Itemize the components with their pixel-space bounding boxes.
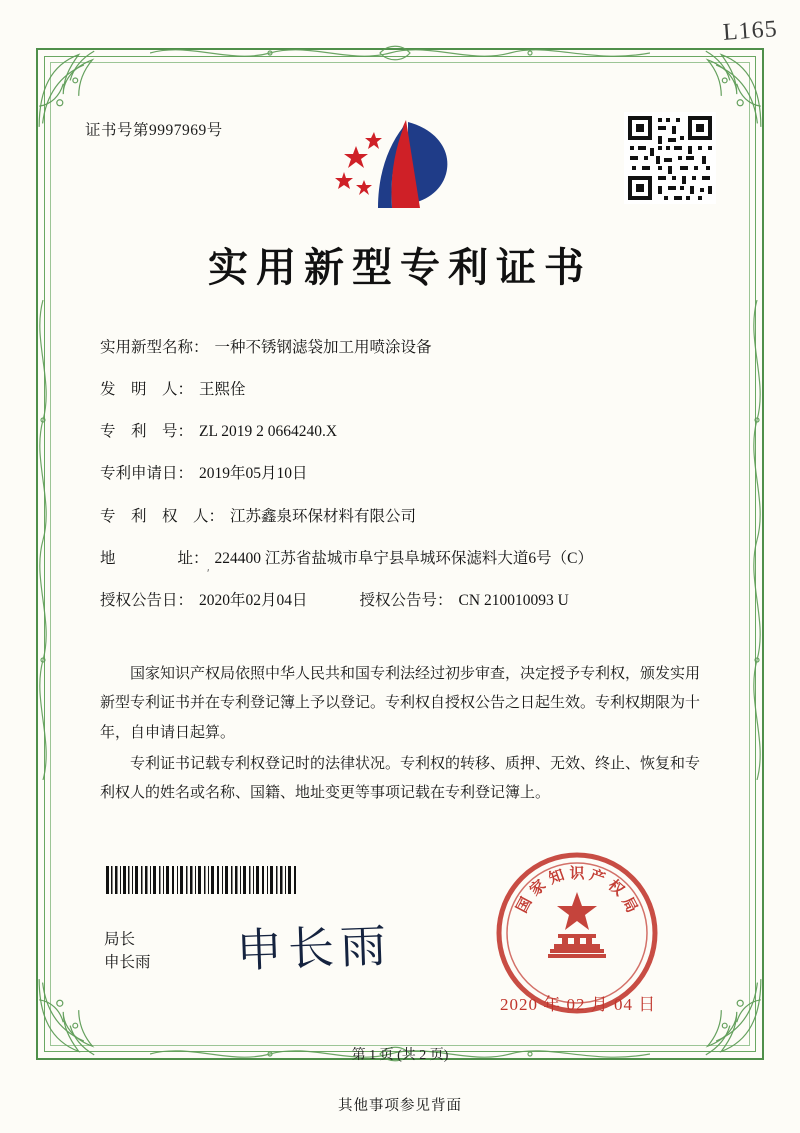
barcode-icon <box>104 866 300 894</box>
field-label: 地 址： <box>100 549 209 567</box>
field-application-date <box>100 464 700 484</box>
legal-paragraph: 国家知识产权局依照中华人民共和国专利法经过初步审查，决定授予专利权，颁发实用新型专利证书并在专利登记簿上予以登记。专利权自授权公告之日起生效。专利权期限为十年，自申请日起算。 <box>100 666 701 741</box>
director-name: 申长雨 <box>104 954 151 972</box>
field-patentee <box>100 507 700 527</box>
field-label: 发 明 人： <box>100 381 194 399</box>
field-label: 专利申请日： <box>100 465 194 483</box>
cnipa-logo-icon <box>320 112 480 220</box>
grant-date-label: 授权公告日： <box>100 591 194 609</box>
field-patent-number <box>100 422 700 442</box>
grant-number-value: CN 210010093 U <box>458 591 569 609</box>
field-value: 224400 江苏省盐城市阜宁县阜城环保滤料大道6号（C） <box>214 549 593 567</box>
page-title: 实用新型专利证书 <box>208 245 592 291</box>
field-inventor <box>100 380 700 400</box>
field-value: 2019年05月10日 <box>199 465 308 483</box>
legal-text-block <box>100 660 700 810</box>
field-value: 一种不锈钢滤袋加工用喷涂设备 <box>214 339 432 356</box>
handwritten-signature: 申长雨 <box>235 918 393 978</box>
field-label: 专 利 号： <box>100 423 194 441</box>
svg-text:国: 国 <box>512 893 536 916</box>
field-label: 专 利 权 人： <box>100 507 225 525</box>
director-title-label: 局长 <box>104 931 136 948</box>
field-grant-announcement <box>100 591 700 611</box>
page-number: 第 1 页 (共 2 页) <box>351 1048 449 1063</box>
field-value: 江苏鑫泉环保材料有限公司 <box>230 507 417 525</box>
field-value: 王熙佺 <box>199 381 246 399</box>
field-value: ZL 2019 2 0664240.X <box>199 423 338 441</box>
legal-paragraph: 专利证书记载专利权登记时的法律状况。专利权的转移、质押、无效、终止、恢复和专利权人的姓名或名称、国籍、地址变更等事项记载在专利登记簿上。 <box>100 755 701 801</box>
back-page-note: 其他事项参见背面 <box>338 1098 462 1114</box>
fields-block <box>100 338 700 633</box>
edge-ornament-left-icon <box>30 300 56 780</box>
field-address <box>100 549 700 569</box>
svg-text:局: 局 <box>618 893 642 916</box>
grant-number-label: 授权公告号： <box>359 591 453 609</box>
certificate-number: 证书号第9997969号 <box>85 122 223 139</box>
scan-artifact-dot: ʹ <box>207 566 210 580</box>
svg-text:识: 识 <box>569 864 585 882</box>
page-marker-handwritten: L165 <box>722 16 779 46</box>
svg-text:知: 知 <box>546 865 567 888</box>
qr-code-icon <box>624 112 716 204</box>
svg-text:家: 家 <box>526 875 550 900</box>
field-utility-model-name <box>100 338 700 358</box>
seal-date: 2020 年 02 月 04 日 <box>500 995 657 1014</box>
signature-block <box>104 928 151 975</box>
edge-ornament-right-icon <box>744 300 770 780</box>
edge-ornament-top-icon <box>150 40 650 66</box>
grant-date-value: 2020年02月04日 <box>199 591 308 609</box>
svg-text:产: 产 <box>587 865 608 888</box>
field-label: 实用新型名称： <box>100 339 209 356</box>
svg-text:权: 权 <box>604 875 628 900</box>
